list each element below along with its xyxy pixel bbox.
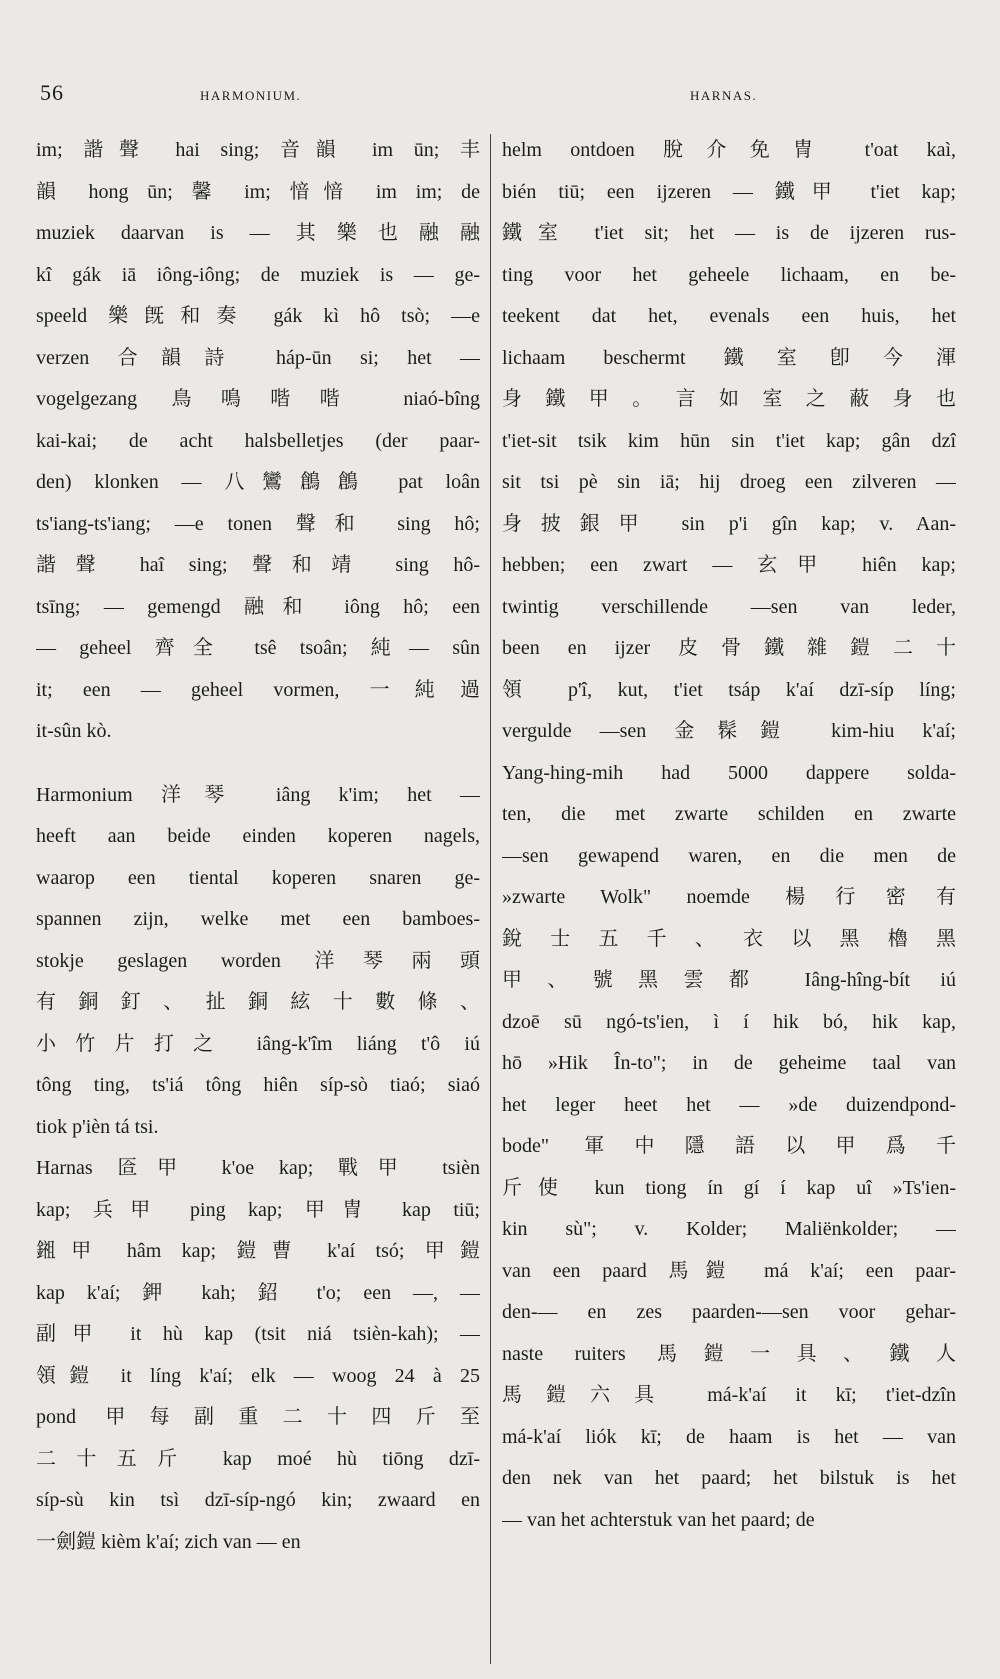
- text-line: im; 諧聲 hai sing; 音韻 im ūn; 丰: [36, 139, 480, 161]
- text-line: kap k'aí; 鉀 kah; 鉊 t'o; een —, —: [36, 1281, 480, 1304]
- text-line: 有銅釘、扯銅絃十數條、: [36, 991, 480, 1013]
- text-line: dzoē sū ngó-ts'ien, ì í hik bó, hik kap,: [502, 1010, 956, 1033]
- text-line: 馬鎧六具 má-k'aí it kī; t'iet-dzîn: [502, 1384, 956, 1406]
- text-line: 鐵室 t'iet sit; het — is de ijzeren rus-: [502, 222, 956, 244]
- text-line: 鎺甲 hâm kap; 鎧曹 k'aí tsó; 甲鎧: [36, 1240, 480, 1262]
- text-line: waarop een tiental koperen snaren ge-: [36, 866, 480, 889]
- text-line: muziek daarvan is — 其樂也融融: [36, 222, 480, 244]
- text-line: ting voor het geheele lichaam, en be-: [502, 263, 956, 286]
- text-line: bode" 軍中隱語以甲爲千: [502, 1135, 956, 1157]
- text-line: it; een — geheel vormen, 一純過: [36, 678, 480, 701]
- text-line: van een paard 馬鎧 má k'aí; een paar-: [502, 1259, 956, 1282]
- text-line: ts'iang-ts'iang; —e tonen 聲和 sing hô;: [36, 512, 480, 535]
- text-line: Harmonium 洋琴 iâng k'im; het —: [36, 783, 480, 806]
- text-line: kap; 兵甲 ping kap; 甲冑 kap tiū;: [36, 1198, 480, 1221]
- page-number: 56: [40, 80, 64, 105]
- text-line: bién tiū; een ijzeren — 鐵甲 t'iet kap;: [502, 180, 956, 203]
- text-line: lichaam beschermt 鐵室卽今渾: [502, 346, 956, 369]
- text-line: 斤使 kun tiong ín gí í kap uî »Ts'ien-: [502, 1176, 956, 1199]
- text-line: 副甲 it hù kap (tsit niá tsièn-kah); —: [36, 1323, 480, 1345]
- column-divider: [490, 134, 491, 1664]
- text-line: stokje geslagen worden 洋琴兩頭: [36, 949, 480, 972]
- text-line: 領 p'î, kut, t'iet tsáp k'aí dzī-síp líng;: [502, 678, 956, 701]
- right-column: [502, 130, 956, 1660]
- text-line: den) klonken — 八鸞鶬鶬 pat loân: [36, 471, 480, 493]
- text-line: kin sù"; v. Kolder; Maliënkolder; —: [502, 1218, 956, 1240]
- text-line: heeft aan beide einden koperen nagels,: [36, 825, 480, 847]
- text-line: 甲、號黑雲都 Iâng-hîng-bít iú: [502, 969, 956, 991]
- text-line: 二十五斤 kap moé hù tiōng dzī-: [36, 1447, 480, 1470]
- text-line: 領鎧 it líng k'aí; elk — woog 24 à 25: [36, 1364, 480, 1387]
- text-line: hebben; een zwart — 玄甲 hiên kap;: [502, 554, 956, 576]
- page-header: [0, 80, 1000, 120]
- text-line: it-sûn kò.: [36, 720, 112, 742]
- left-running-head: HARMONIUM.: [200, 88, 302, 103]
- text-line: 諧聲 haî sing; 聲和靖 sing hô-: [36, 554, 480, 576]
- text-line: kî gák iā iông-iông; de muziek is — ge-: [36, 263, 480, 286]
- text-line: been en ijzer 皮骨鐵雜鎧二十: [502, 637, 956, 659]
- text-line: hō »Hik În-to"; in de geheime taal van: [502, 1052, 956, 1074]
- text-line: verzen 合韻詩 háp-ūn si; het —: [36, 346, 480, 369]
- text-line: 韻 hong ūn; 馨 im; 愔愔 im im; de: [36, 180, 480, 203]
- text-line: »zwarte Wolk" noemde 楊行密有: [502, 886, 956, 908]
- text-line: t'iet-sit tsik kim hūn sin t'iet kap; gân dzî: [502, 429, 956, 452]
- text-line: 一劍鎧 kièm k'aí; zich van — en: [36, 1530, 301, 1553]
- text-line: — geheel 齊全 tsê tsoân; 純— sûn: [36, 637, 480, 659]
- text-line: kai-kai; de acht halsbelletjes (der paar-: [36, 429, 480, 452]
- text-line: sit tsi pè sin iā; hij droeg een zilveren —: [502, 471, 956, 493]
- text-line: het leger heet het — »de duizendpond-: [502, 1093, 956, 1116]
- text-line: speeld 樂旣和奏 gák kì hô tsò; —e: [36, 305, 480, 327]
- text-line: helm ontdoen 脫介免冑 t'oat kaì,: [502, 139, 956, 161]
- text-line: má-k'aí liók kī; de haam is het — van: [502, 1425, 956, 1448]
- text-line: Harnas 匼甲 k'oe kap; 戰甲 tsièn: [36, 1157, 480, 1179]
- text-line: 小竹片打之 iâng-k'îm liáng t'ô iú: [36, 1032, 480, 1055]
- text-line: vogelgezang 鳥鳴喈喈 niaó-bîng: [36, 388, 480, 410]
- text-line: tiok p'ièn tá tsi.: [36, 1115, 159, 1138]
- text-line: den-— en zes paarden-—sen voor gehar-: [502, 1301, 956, 1323]
- left-column: [36, 130, 480, 1660]
- text-line: —sen gewapend waren, en die men de: [502, 844, 956, 867]
- text-line: naste ruiters 馬鎧一具、鐵人: [502, 1342, 956, 1365]
- text-line: vergulde —sen 金髹鎧 kim-hiu k'aí;: [502, 720, 956, 742]
- text-line: ten, die met zwarte schilden en zwarte: [502, 803, 956, 825]
- text-line: spannen zijn, welke met een bamboes-: [36, 908, 480, 930]
- text-line: — van het achterstuk van het paard; de: [502, 1508, 815, 1531]
- text-line: Yang-hing-mih had 5000 dappere solda-: [502, 761, 956, 784]
- text-line: síp-sù kin tsì dzī-síp-ngó kin; zwaard en: [36, 1489, 480, 1511]
- text-line: tsīng; — gemengd 融和 iông hô; een: [36, 595, 480, 618]
- text-line: teekent dat het, evenals een huis, het: [502, 305, 956, 327]
- text-line: 銳士五千、衣以黑櫓黑: [502, 927, 956, 950]
- text-line: 身鐵甲。言如室之蔽身也: [502, 388, 956, 410]
- text-line: tông ting, ts'iá tông hiên síp-sò tiaó; siaó: [36, 1074, 480, 1096]
- right-running-head: HARNAS.: [690, 88, 758, 103]
- text-line: den nek van het paard; het bilstuk is het: [502, 1467, 956, 1489]
- text-line: 身披銀甲 sin p'i gîn kap; v. Aan-: [502, 512, 956, 535]
- text-line: twintig verschillende —sen van leder,: [502, 595, 956, 618]
- text-line: pond 甲每副重二十四斤至: [36, 1406, 480, 1428]
